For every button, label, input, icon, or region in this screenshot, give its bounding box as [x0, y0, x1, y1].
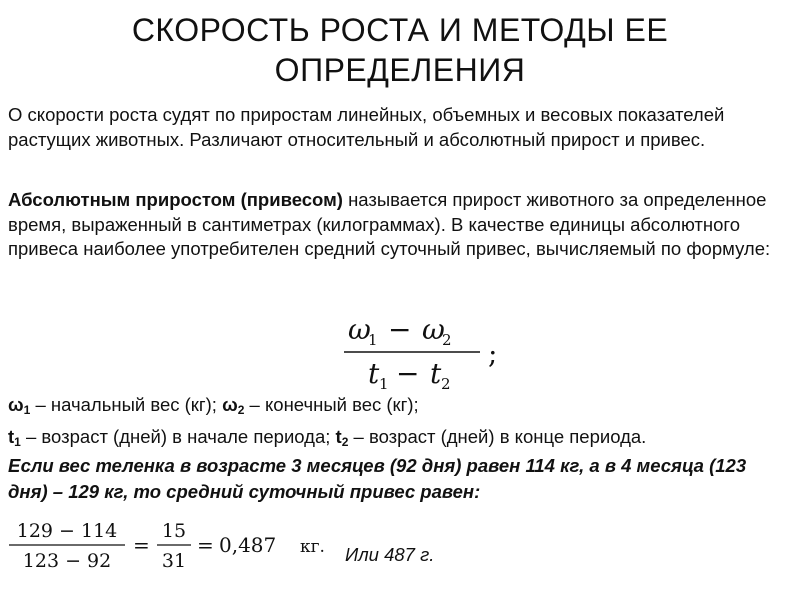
calc-denominator-1: 123 − 92	[22, 550, 112, 572]
legend-w1-symbol: ω	[8, 394, 24, 415]
formula-minus-bottom: −	[396, 357, 420, 390]
definition-term: Абсолютным приростом (привесом)	[8, 189, 343, 210]
formula-w2: ω	[422, 313, 445, 346]
calc-unit: кг.	[300, 537, 325, 557]
formula-minus-top: −	[388, 313, 412, 346]
calc-numerator-2: 15	[161, 520, 187, 542]
title-line-2: ОПРЕДЕЛЕНИЯ	[274, 52, 526, 88]
formula-w2-sub: 2	[442, 331, 452, 349]
formula-t1: t	[368, 357, 380, 390]
formula-w1: ω	[348, 313, 371, 346]
legend-w2-symbol: ω	[222, 394, 238, 415]
title-line-1: СКОРОСТЬ РОСТА И МЕТОДЫ ЕЕ	[131, 12, 669, 48]
legend-t1-sub: 1	[14, 435, 21, 449]
legend-t1-text: – возраст (дней) в начале периода;	[20, 426, 336, 447]
calc-equals-2: =	[197, 533, 214, 557]
growth-formula-svg	[340, 305, 530, 400]
legend-w1-sub: 1	[23, 403, 31, 417]
alternative-result: Или 487 г.	[345, 544, 435, 565]
intro-paragraph: О скорости роста судят по приростам линейных, объемных и весовых показателей растущих животных. Различают относительный и абсолютный прирост и привес.	[8, 104, 725, 150]
legend-t1-symbol: t	[8, 426, 15, 447]
legend-t2-text: – возраст (дней) в конце периода.	[348, 426, 647, 447]
example-paragraph: Если вес теленка в возрасте 3 месяцев (92 дня) равен 114 кг, а в 4 месяца (123 дня) – 129 кг, то средний суточный привес равен:	[8, 455, 747, 502]
legend-t2-sub: 2	[341, 435, 349, 449]
legend-w2-sub: 2	[237, 403, 245, 417]
formula-t2: t	[430, 357, 442, 390]
calculation-formula	[5, 515, 345, 580]
calc-result: 0,487	[219, 533, 277, 557]
legend-w1-text: – начальный вес (кг);	[30, 394, 223, 415]
calc-numerator-1: 129 − 114	[16, 520, 118, 542]
legend-weights	[8, 393, 788, 422]
definition-text: называется прирост животного за определенное время, выраженный в сантиметрах (килограммах). В качестве единицы абсолютного привеса наиболее употребителен средний суточный привес, вычисляемый по формуле:	[8, 189, 771, 259]
legend-t2-symbol: t	[335, 426, 342, 447]
legend-w2-text: – конечный вес (кг);	[244, 394, 419, 415]
formula-t1-sub: 1	[379, 375, 389, 393]
calculation-svg	[5, 515, 345, 580]
formula-semicolon: ;	[488, 337, 498, 370]
legend-ages	[8, 425, 788, 454]
page-title	[0, 10, 800, 90]
calc-denominator-2: 31	[161, 550, 187, 572]
formula-w1-sub: 1	[368, 331, 378, 349]
growth-formula	[340, 305, 530, 400]
definition-paragraph	[8, 188, 788, 262]
formula-t2-sub: 2	[441, 375, 451, 393]
calc-equals-1: =	[133, 533, 150, 557]
